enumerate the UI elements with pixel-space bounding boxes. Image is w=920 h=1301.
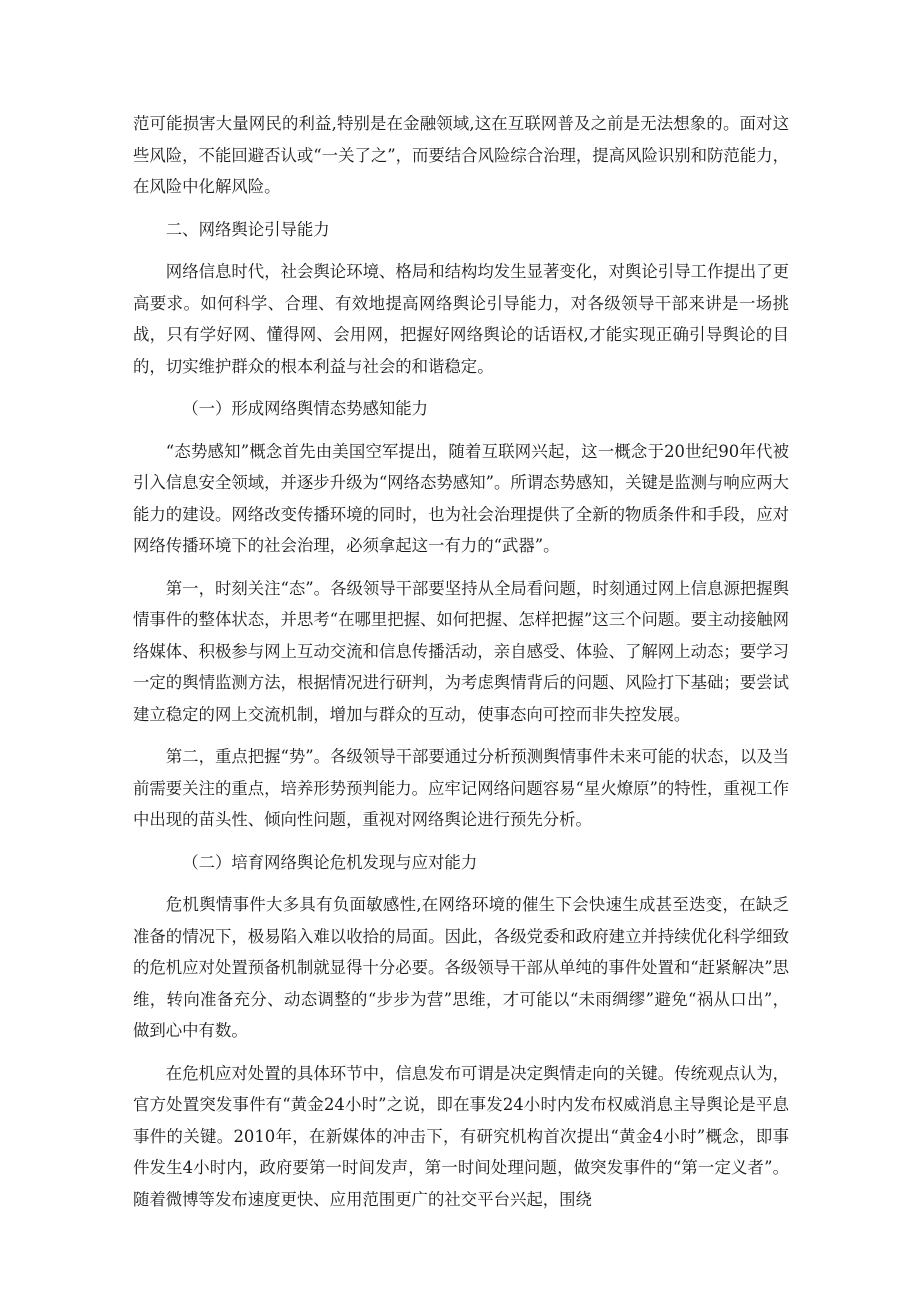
paragraph-first-state: 第一，时刻关注“态”。各级领导干部要坚持从全局看问题，时刻通过网上信息源把握舆情事件的整体状态，并思考“在哪里把握、如何把握、怎样把握”这三个问题。要主动接触网络媒体、积极参与网上互动交流和信息传播活动，亲自感受、体验、了解网上动态；要学习一定的舆情监测方法，根据情况进行研判，为考虑舆情背后的问题、风险打下基础；要尝试建立稳定的网上交流机制，增加与群众的互动，使事态向可控而非失控发展。 <box>133 578 790 724</box>
subsection-heading-situational-awareness: （一）形成网络舆情态势感知能力 <box>182 399 429 418</box>
document-page <box>133 108 789 1226</box>
paragraph-situational-awareness: “态势感知”概念首先由美国空军提出，随着互联网兴起，这一概念于20世纪90年代被引入信息安全领域，并逐步升级为“网络态势感知”。所谓态势感知，关键是监测与响应两大能力的建设。网络改变传播环境的同时，也为社会治理提供了全新的物质条件和手段，应对网络传播环境下的社会治理，必须拿起这一有力的“武器”。 <box>133 441 789 555</box>
subsection-heading-crisis-response: （二）培育网络舆论危机发现与应对能力 <box>182 852 478 872</box>
paragraph-second-trend: 第二，重点把握“势”。各级领导干部要通过分析预测舆情事件未来可能的状态，以及当前需要关注的重点，培养形势预判能力。应牢记网络问题容易“星火燎原”的特性，重视工作中出现的苗头性、倾向性问题，重视对网络舆论进行预先分析。 <box>133 747 790 829</box>
paragraph-intro: 网络信息时代，社会舆论环境、格局和结构均发生显著变化，对舆论引导工作提出了更高要求。如何科学、合理、有效地提高网络舆论引导能力，对各级领导干部来讲是一场挑战，只有学好网、懂得网、会用网，把握好网络舆论的话语权,才能实现正确引导舆论的目的，切实维护群众的根本利益与社会的和谐稳定。 <box>133 262 789 376</box>
paragraph-information-release: 在危机应对处置的具体环节中，信息发布可谓是决定舆情走向的关键。传统观点认为，官方处置突发事件有“黄金24小时”之说，即在事发24小时内发布权威消息主导舆论是平息事件的关键。2010年，在新媒体的冲击下，有研究机构首次提出“黄金4小时”概念，即事件发生4小时内，政府要第一时间发声，第一时间处理问题，做突发事件的“第一定义者”。随着微博等发布速度更快、应用范围更广的社交平台兴起，围绕 <box>133 1063 789 1209</box>
section-heading-online-opinion-guidance: 二、网络舆论引导能力 <box>165 219 330 239</box>
paragraph-crisis: 危机舆情事件大多具有负面敏感性,在网络环境的催生下会快速生成甚至迭变，在缺乏准备的情况下，极易陷入难以收拾的局面。因此，各级党委和政府建立并持续优化科学细致的危机应对处置预备机制就显得十分必要。各级领导干部从单纯的事件处置和“赶紧解决”思维，转向准备充分、动态调整的“步步为营”思维，才可能以“未雨绸缪”避免“祸从口出”，做到心中有数。 <box>133 895 789 1040</box>
paragraph-continued: 范可能损害大量网民的利益,特别是在金融领域,这在互联网普及之前是无法想象的。面对这些风险，不能回避否认或“一关了之”，而要结合风险综合治理，提高风险识别和防范能力，在风险中化解风险。 <box>133 114 789 196</box>
